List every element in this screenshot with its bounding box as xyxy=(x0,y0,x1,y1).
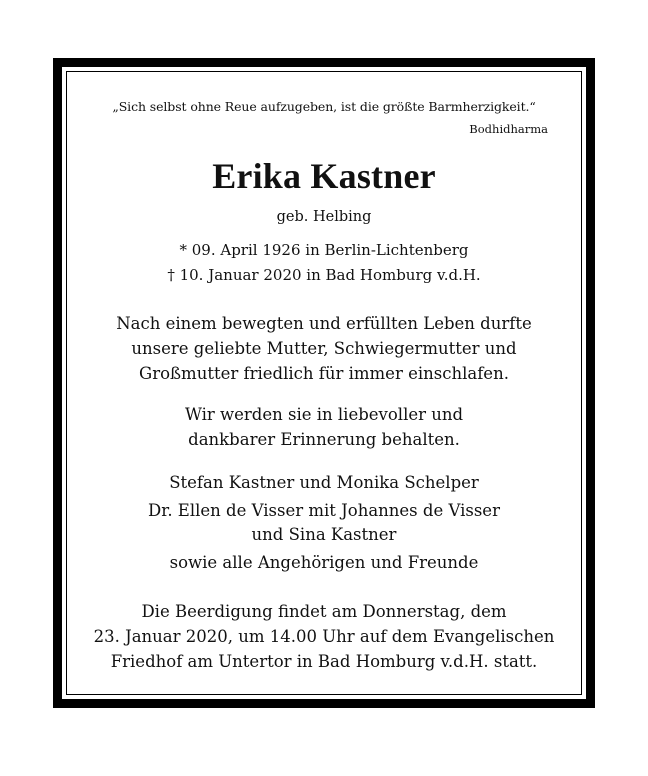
message-line: Großmutter friedlich für immer einschlafen. xyxy=(139,364,509,383)
deceased-name: Erika Kastner xyxy=(212,156,436,196)
message-line: Nach einem bewegten und erfüllten Leben durfte xyxy=(116,314,532,333)
quote-text: „Sich selbst ohne Reue aufzugeben, ist die größte Barmherzigkeit.“ xyxy=(112,99,536,114)
funeral-line: Die Beerdigung findet am Donnerstag, dem xyxy=(141,602,507,621)
remembrance-line: dankbarer Erinnerung behalten. xyxy=(188,430,460,449)
quote-author: Bodhidharma xyxy=(469,122,548,136)
remembrance-paragraph xyxy=(62,402,586,452)
mourner-line: sowie alle Angehörigen und Freunde xyxy=(169,553,479,572)
death-date: † 10. Januar 2020 in Bad Homburg v.d.H. xyxy=(167,266,481,284)
mourner-line: Dr. Ellen de Visser mit Johannes de Visser xyxy=(148,501,500,520)
remembrance-line: Wir werden sie in liebevoller und xyxy=(184,405,464,424)
message-paragraph xyxy=(62,311,586,386)
funeral-line: Friedhof am Untertor in Bad Homburg v.d.H. statt. xyxy=(110,652,538,671)
funeral-line: 23. Januar 2020, um 14.00 Uhr auf dem Evangelischen xyxy=(93,627,555,646)
mourner-line: Stefan Kastner und Monika Schelper xyxy=(169,473,479,492)
mourners-paragraph xyxy=(62,469,586,577)
birth-date: * 09. April 1926 in Berlin-Lichtenberg xyxy=(179,241,469,259)
obituary-content xyxy=(62,67,586,699)
birth-name: geb. Helbing xyxy=(276,209,372,225)
funeral-paragraph xyxy=(62,599,586,674)
message-line: unsere geliebte Mutter, Schwiegermutter und xyxy=(131,339,517,358)
mourner-line: und Sina Kastner xyxy=(251,525,397,544)
outer-black-frame xyxy=(53,58,595,708)
